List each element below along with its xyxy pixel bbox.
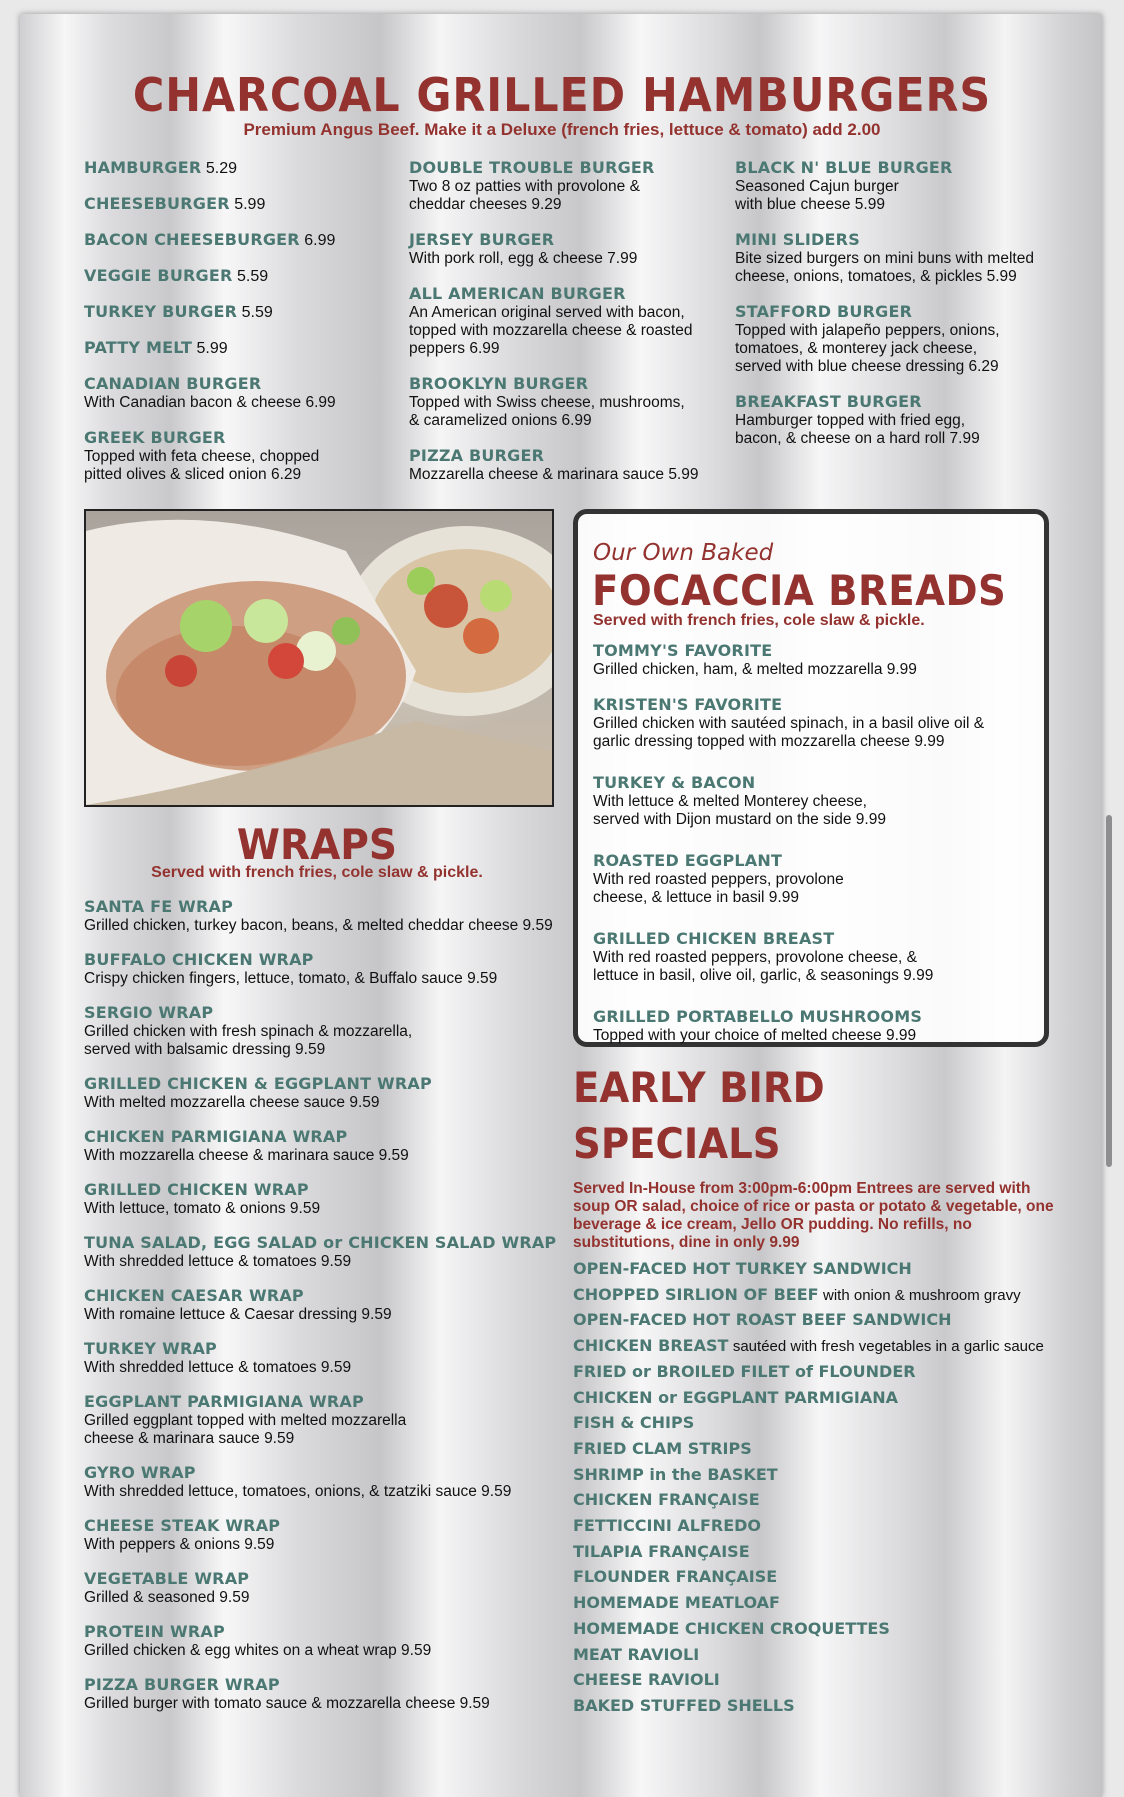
burgers-column-3	[735, 159, 1055, 465]
list-item: MEAT RAVIOLI	[573, 1644, 700, 1664]
menu-item: TURKEY BURGER 5.59	[84, 302, 273, 321]
menu-item: JERSEY BURGER With pork roll, egg & cheese 7.99	[409, 230, 638, 267]
menu-item: BACON CHEESEBURGER 6.99	[84, 230, 336, 249]
menu-item: BUFFALO CHICKEN WRAP Crispy chicken fingers, lettuce, tomato, & Buffalo sauce 9.59	[84, 950, 498, 987]
menu-item: SERGIO WRAP Grilled chicken with fresh spinach & mozzarella, served with balsamic dressing 9.59	[84, 1003, 413, 1058]
menu-item: VEGGIE BURGER 5.59	[84, 266, 269, 285]
list-item: CHOPPED SIRLION OF BEEF with onion & mushroom gravy	[573, 1284, 1021, 1304]
menu-item: KRISTEN'S FAVORITE Grilled chicken with sautéed spinach, in a basil olive oil & garlic dressing topped with mozzarella cheese 9.99	[593, 695, 985, 750]
focaccia-subtitle: Served with french fries, cole slaw & pickle.	[593, 612, 925, 629]
early-bird-title	[573, 1060, 825, 1172]
menu-item: MINI SLIDERS Bite sized burgers on mini buns with melted cheese, onions, tomatoes, & pickles 5.99	[735, 230, 1034, 285]
wraps-list	[84, 898, 564, 1729]
menu-item: ROASTED EGGPLANT With red roasted peppers, provolone cheese, & lettuce in basil 9.99	[593, 851, 844, 906]
menu-item: GRILLED CHICKEN WRAP With lettuce, tomato & onions 9.59	[84, 1180, 321, 1217]
list-item: BAKED STUFFED SHELLS	[573, 1695, 795, 1715]
burgers-column-1	[84, 159, 384, 501]
menu-item: ALL AMERICAN BURGER An American original served with bacon, topped with mozzarella cheese & roasted peppers 6.99	[409, 284, 693, 357]
list-item: HOMEMADE CHICKEN CROQUETTES	[573, 1618, 890, 1638]
menu-item: CHEESEBURGER 5.99	[84, 194, 266, 213]
list-item: OPEN-FACED HOT TURKEY SANDWICH	[573, 1259, 912, 1278]
wraps-subtitle: Served with french fries, cole slaw & pickle.	[151, 864, 483, 881]
menu-item: PIZZA BURGER Mozzarella cheese & marinara sauce 5.99	[409, 446, 699, 483]
list-item: OPEN-FACED HOT ROAST BEEF SANDWICH	[573, 1310, 952, 1330]
list-item: HOMEMADE MEATLOAF	[573, 1593, 780, 1613]
menu-item: TOMMY'S FAVORITE Grilled chicken, ham, & melted mozzarella 9.99	[593, 641, 917, 678]
list-item: CHICKEN FRANÇAISE	[573, 1490, 760, 1510]
list-item: TILAPIA FRANÇAISE	[573, 1541, 750, 1561]
menu-item: TURKEY WRAP With shredded lettuce & tomatoes 9.59	[84, 1339, 352, 1376]
list-item: CHICKEN or EGGPLANT PARMIGIANA	[573, 1387, 899, 1407]
wraps-title: WRAPS	[236, 820, 398, 869]
menu-item: CHICKEN PARMIGIANA WRAP With mozzarella cheese & marinara sauce 9.59	[84, 1127, 409, 1164]
list-item: SHRIMP in the BASKET	[573, 1464, 778, 1484]
menu-item: BROOKLYN BURGER Topped with Swiss cheese, mushrooms, & caramelized onions 6.99	[409, 374, 685, 429]
menu-item: TURKEY & BACON With lettuce & melted Monterey cheese, served with Dijon mustard on the side 9.99	[593, 773, 886, 828]
menu-item: PATTY MELT 5.99	[84, 338, 228, 357]
early-bird-note: Served In-House from 3:00pm-6:00pm Entrees are served with soup OR salad, choice of rice or pasta or potato & vegetable, one beverage & ice cream, Jello OR pudding. No refills, no substitutions, dine in only 9.99	[573, 1180, 1054, 1251]
wrap-sandwich-photo	[84, 509, 554, 807]
menu-item: GRILLED CHICKEN BREAST With red roasted peppers, provolone cheese, & lettuce in basil, olive oil, garlic, & seasonings 9.99	[593, 929, 934, 984]
page-subtitle: Premium Angus Beef. Make it a Deluxe (french fries, lettuce & tomato) add 2.00	[243, 120, 881, 139]
menu-item: CHEESE STEAK WRAP With peppers & onions 9.59	[84, 1516, 281, 1553]
menu-item: BREAKFAST BURGER Hamburger topped with fried egg, bacon, & cheese on a hard roll 7.99	[735, 392, 980, 447]
menu-item: SANTA FE WRAP Grilled chicken, turkey bacon, beans, & melted cheddar cheese 9.59	[84, 897, 553, 934]
menu-item: STAFFORD BURGER Topped with jalapeño peppers, onions, tomatoes, & monterey jack cheese, served with blue cheese dressing 6.29	[735, 302, 1000, 375]
menu-item: CHICKEN CAESAR WRAP With romaine lettuce & Caesar dressing 9.59	[84, 1286, 392, 1323]
list-item: CHICKEN BREAST sautéed with fresh vegetables in a garlic sauce	[573, 1336, 1044, 1356]
menu-item: EGGPLANT PARMIGIANA WRAP Grilled eggplant topped with melted mozzarella cheese & marinara sauce 9.59	[84, 1392, 407, 1447]
early-bird-title-line2: SPECIALS	[573, 1119, 781, 1168]
menu-item: BLACK N' BLUE BURGER Seasoned Cajun burger with blue cheese 5.99	[735, 158, 953, 213]
burgers-column-2	[409, 159, 719, 501]
menu-item: CANADIAN BURGER With Canadian bacon & cheese 6.99	[84, 374, 336, 411]
list-item: CHEESE RAVIOLI	[573, 1670, 720, 1690]
menu-item: GREEK BURGER Topped with feta cheese, chopped pitted olives & sliced onion 6.29	[84, 428, 320, 483]
early-bird-list	[573, 1257, 1073, 1720]
page-title: CHARCOAL GRILLED HAMBURGERS	[132, 68, 992, 122]
vertical-scrollbar[interactable]	[1106, 815, 1112, 1167]
menu-item: GRILLED CHICKEN & EGGPLANT WRAP With melted mozzarella cheese sauce 9.59	[84, 1074, 432, 1111]
menu-item: GYRO WRAP With shredded lettuce, tomatoes, onions, & tzatziki sauce 9.59	[84, 1463, 512, 1500]
menu-item: PIZZA BURGER WRAP Grilled burger with tomato sauce & mozzarella cheese 9.59	[84, 1675, 490, 1712]
early-bird-title-line1: EARLY BIRD	[573, 1063, 825, 1112]
menu-item: DOUBLE TROUBLE BURGER Two 8 oz patties with provolone & cheddar cheeses 9.29	[409, 158, 655, 213]
focaccia-list	[593, 642, 1033, 1068]
list-item: FRIED CLAM STRIPS	[573, 1438, 752, 1458]
list-item: FISH & CHIPS	[573, 1413, 695, 1433]
menu-item: VEGETABLE WRAP Grilled & seasoned 9.59	[84, 1569, 250, 1606]
menu-item: PROTEIN WRAP Grilled chicken & egg whites on a wheat wrap 9.59	[84, 1622, 432, 1659]
menu-item: HAMBURGER 5.29	[84, 158, 237, 177]
menu-item: GRILLED PORTABELLO MUSHROOMS Topped with your choice of melted cheese 9.99	[593, 1007, 923, 1044]
list-item: FLOUNDER FRANÇAISE	[573, 1567, 778, 1587]
list-item: FRIED or BROILED FILET of FLOUNDER	[573, 1361, 916, 1381]
list-item: FETTICCINI ALFREDO	[573, 1516, 761, 1536]
focaccia-title: FOCACCIA BREADS	[592, 566, 1007, 615]
focaccia-pretitle: Our Own Baked	[593, 540, 774, 566]
focaccia-breads-panel	[573, 509, 1049, 1047]
menu-item: TUNA SALAD, EGG SALAD or CHICKEN SALAD WRAP With shredded lettuce & tomatoes 9.59	[84, 1233, 557, 1270]
wrap-illustration	[86, 511, 552, 805]
